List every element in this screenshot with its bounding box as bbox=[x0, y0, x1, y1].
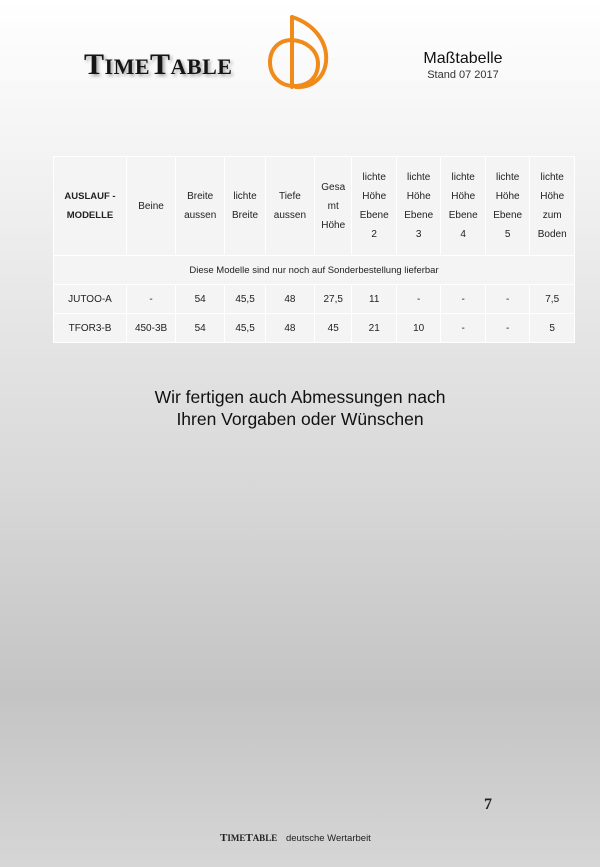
footer-brand: TIMETABLE bbox=[220, 832, 278, 844]
footer bbox=[220, 832, 371, 844]
cell-lichte-breite: 45,5 bbox=[225, 285, 266, 314]
timetable-logo-icon bbox=[262, 14, 334, 90]
page-subtitle: Stand 07 2017 bbox=[427, 69, 499, 81]
cell-ebene-2: 21 bbox=[352, 314, 396, 343]
table-note-row bbox=[54, 256, 575, 285]
cell-ebene-5: - bbox=[485, 314, 529, 343]
tagline bbox=[0, 386, 600, 430]
tagline-line-2: Ihren Vorgaben oder Wünschen bbox=[176, 409, 424, 429]
cell-gesamt-hoehe: 27,5 bbox=[314, 285, 352, 314]
page-number: 7 bbox=[484, 796, 492, 813]
col-header-gesamt-hoehe: Gesa mt Höhe bbox=[314, 157, 352, 256]
cell-ebene-4: - bbox=[441, 314, 485, 343]
table-row bbox=[54, 285, 575, 314]
col-header-tiefe-aussen: Tiefe aussen bbox=[265, 157, 314, 256]
cell-ebene-3: - bbox=[396, 285, 440, 314]
cell-gesamt-hoehe: 45 bbox=[314, 314, 352, 343]
cell-beine: 450-3B bbox=[127, 314, 176, 343]
dimension-table bbox=[53, 156, 575, 343]
brand-letter-t: T bbox=[84, 48, 105, 81]
table-header-row bbox=[54, 157, 575, 256]
col-header-ebene-2: lichte Höhe Ebene 2 bbox=[352, 157, 396, 256]
col-header-lichte-breite: lichte Breite bbox=[225, 157, 266, 256]
cell-ebene-2: 11 bbox=[352, 285, 396, 314]
col-header-ebene-4: lichte Höhe Ebene 4 bbox=[441, 157, 485, 256]
document-heading bbox=[408, 50, 518, 81]
brand-letter-t-2: T bbox=[150, 48, 171, 81]
cell-ebene-4: - bbox=[441, 285, 485, 314]
brand-wordmark bbox=[84, 48, 232, 82]
col-header-ebene-3: lichte Höhe Ebene 3 bbox=[396, 157, 440, 256]
page-title: Maßtabelle bbox=[423, 50, 503, 67]
cell-tiefe-aussen: 48 bbox=[265, 285, 314, 314]
tagline-line-1: Wir fertigen auch Abmessungen nach bbox=[154, 387, 446, 407]
brand-letters-ime: IME bbox=[104, 54, 151, 79]
cell-tiefe-aussen: 48 bbox=[265, 314, 314, 343]
col-header-beine: Beine bbox=[127, 157, 176, 256]
col-header-breite-aussen: Breite aussen bbox=[176, 157, 225, 256]
cell-breite-aussen: 54 bbox=[176, 314, 225, 343]
cell-model: TFOR3-B bbox=[54, 314, 127, 343]
brand-letters-able: ABLE bbox=[170, 54, 233, 79]
table-row bbox=[54, 314, 575, 343]
cell-zum-boden: 5 bbox=[530, 314, 575, 343]
cell-ebene-5: - bbox=[485, 285, 529, 314]
cell-lichte-breite: 45,5 bbox=[225, 314, 266, 343]
col-header-modelle: AUSLAUF - MODELLE bbox=[54, 157, 127, 256]
footer-slogan: deutsche Wertarbeit bbox=[285, 833, 371, 844]
cell-ebene-3: 10 bbox=[396, 314, 440, 343]
col-header-zum-boden: lichte Höhe zum Boden bbox=[530, 157, 575, 256]
cell-zum-boden: 7,5 bbox=[530, 285, 575, 314]
cell-breite-aussen: 54 bbox=[176, 285, 225, 314]
special-order-note: Diese Modelle sind nur noch auf Sonderbestellung lieferbar bbox=[54, 256, 575, 285]
col-header-ebene-5: lichte Höhe Ebene 5 bbox=[485, 157, 529, 256]
cell-model: JUTOO-A bbox=[54, 285, 127, 314]
cell-beine: - bbox=[127, 285, 176, 314]
